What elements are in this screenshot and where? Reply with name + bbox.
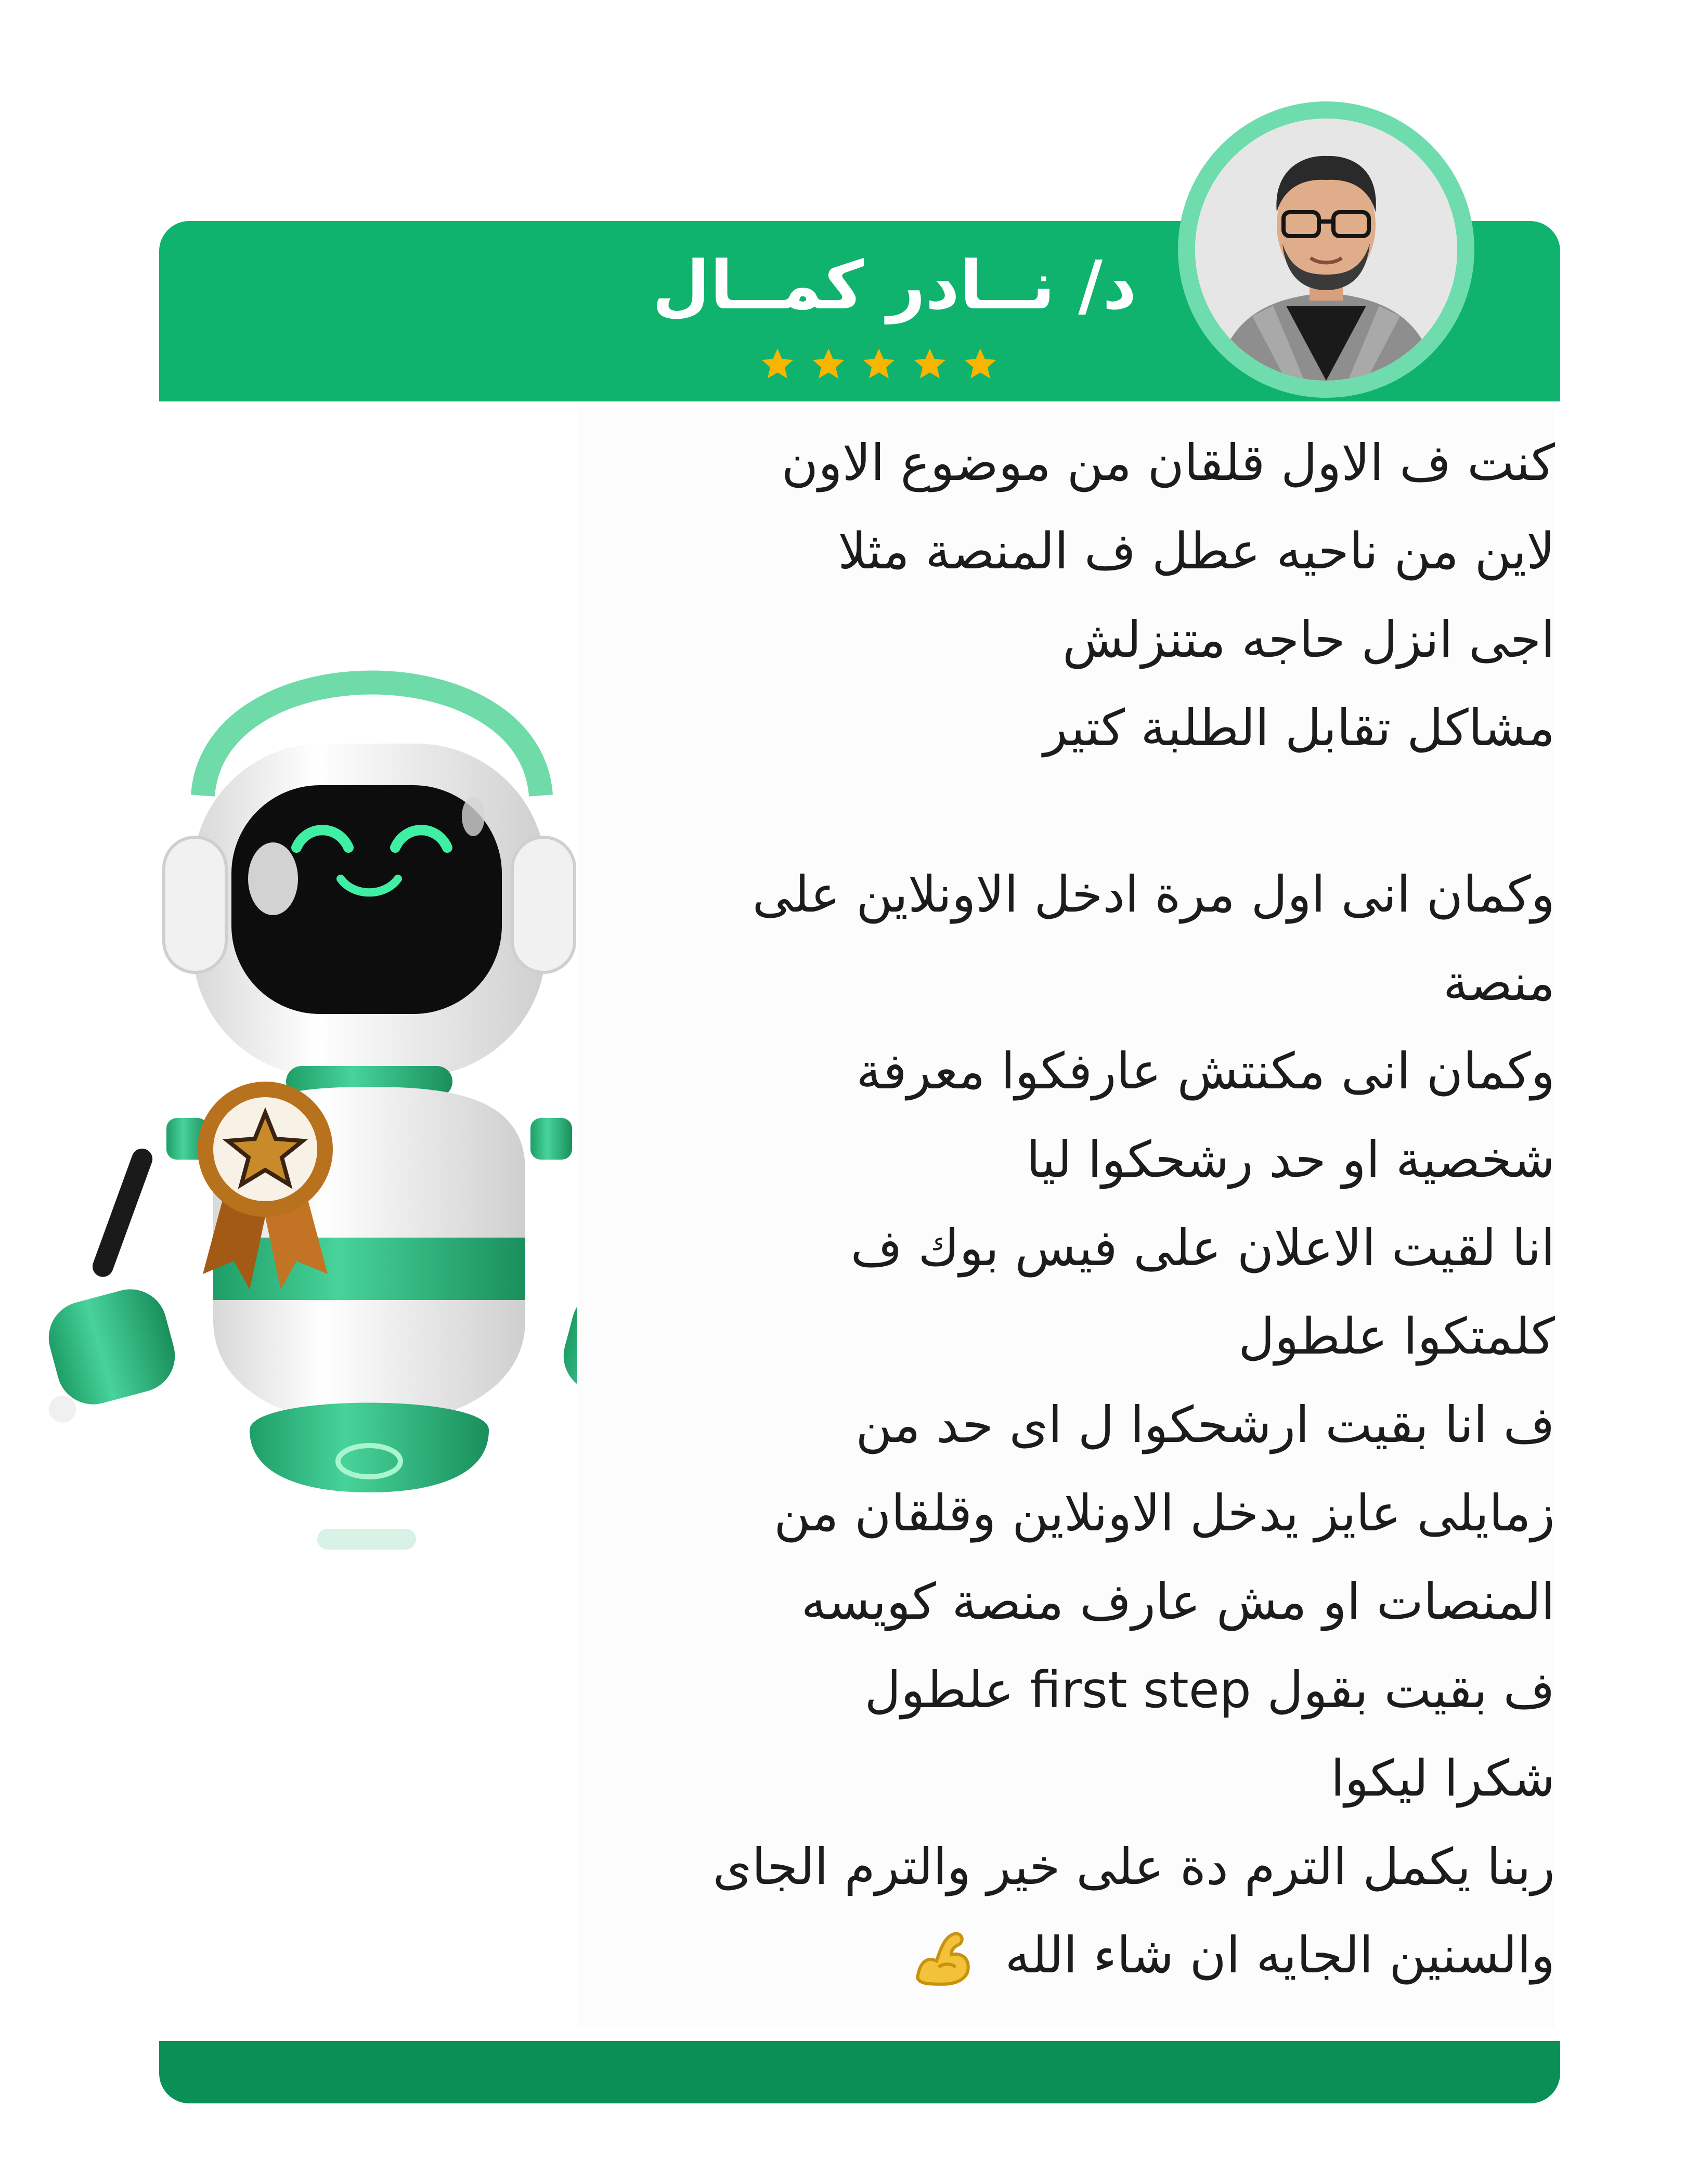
review-line: كلمتكوا علطول	[1238, 1307, 1555, 1366]
flexed-biceps-emoji-icon	[909, 1925, 977, 1993]
person-portrait-icon	[1195, 119, 1457, 381]
review-line: ف بقيت بقول first step علطول	[864, 1661, 1555, 1719]
review-line: انا لقيت الاعلان على فيس بوك ف	[850, 1219, 1555, 1277]
review-line-last	[577, 1919, 1555, 1992]
review-line: ف انا بقيت ارشحكوا ل اى حد من	[856, 1396, 1555, 1454]
star-icon	[759, 346, 796, 382]
review-line: كنت ف الاول قلقان من موضوع الاون	[781, 434, 1555, 492]
review-line: اجى انزل حاجه متنزلش	[1062, 610, 1555, 669]
review-text	[577, 406, 1555, 2028]
review-line: والسنين الجايه ان شاء الله	[1005, 1926, 1555, 1984]
rating-stars	[759, 343, 999, 385]
review-line: لاين من ناحيه عطل ف المنصة مثلا	[838, 522, 1555, 580]
review-line: منصة	[1443, 954, 1555, 1012]
review-line: شكرا ليكوا	[1330, 1749, 1555, 1808]
reviewer-name: د/ نــادر كمــال	[652, 247, 1137, 324]
review-line: شخصية او حد رشحكوا ليا	[1026, 1130, 1555, 1189]
review-line: المنصات او مش عارف منصة كويسه	[801, 1572, 1555, 1631]
star-icon	[810, 346, 847, 382]
review-line: مشاكل تقابل الطلبة كتير	[1043, 699, 1555, 757]
review-line: زمايلى عايز يدخل الاونلاين وقلقان من	[774, 1484, 1555, 1542]
avatar	[1195, 119, 1457, 381]
review-line: ربنا يكمل الترم دة على خير والترم الجاى	[712, 1838, 1555, 1896]
star-icon	[962, 346, 999, 382]
star-icon	[912, 346, 948, 382]
review-line: وكمان انى مكنتش عارفكوا معرفة	[856, 1042, 1555, 1100]
review-line: وكمان انى اول مرة ادخل الاونلاين على	[752, 865, 1555, 924]
card-footer	[159, 2041, 1560, 2103]
star-icon	[861, 346, 897, 382]
